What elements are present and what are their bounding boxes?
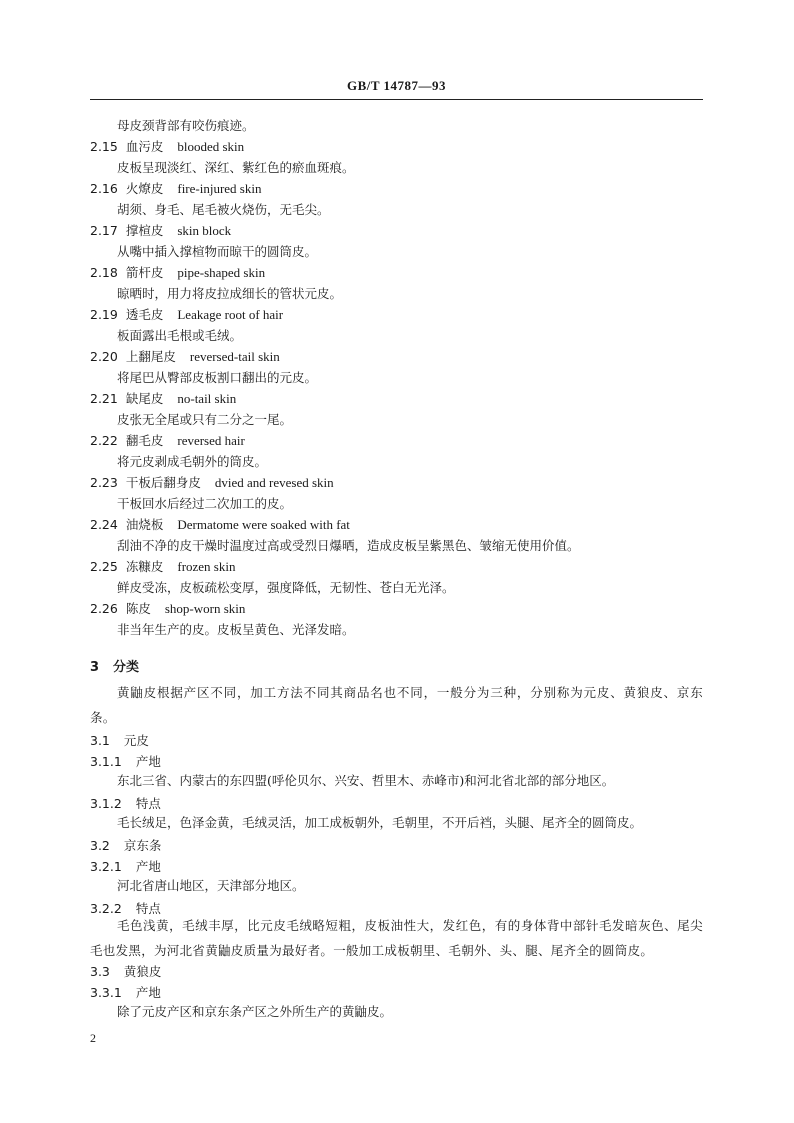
term-heading [90, 307, 283, 323]
term-english: pipe-shaped skin [177, 265, 266, 280]
header-rule [90, 99, 703, 100]
term-heading [90, 139, 244, 155]
term-definition: 鲜皮受冻，皮板疏松变厚，强度降低，无韧性、苍白无光泽。 [117, 580, 455, 595]
section-number: 3.2 [90, 838, 110, 853]
term-chinese: 血污皮 [125, 139, 164, 154]
term-number: 2.19 [90, 307, 118, 322]
section-number: 3.2.2 [90, 901, 122, 916]
term-number: 2.17 [90, 223, 118, 238]
section-number: 3.1.2 [90, 796, 122, 811]
term-english: reversed hair [177, 433, 245, 448]
section-label: 特点 [135, 901, 161, 916]
term-chinese: 干板后翻身皮 [125, 475, 201, 490]
section-3-1-2-text: 毛长绒足，色泽金黄，毛绒灵活，加工成板朝外，毛朝里，不开后裆，头腿、尾齐全的圆筒皮。 [117, 815, 643, 830]
term-chinese: 油烧板 [125, 517, 164, 532]
section-3-2-1-title [90, 857, 161, 875]
section-3-3-1-text: 除了元皮产区和京东条产区之外所生产的黄鼬皮。 [117, 1004, 393, 1019]
term-heading [90, 391, 236, 407]
section-label: 元皮 [123, 733, 149, 748]
term-english: frozen skin [177, 559, 236, 574]
term-heading [90, 223, 231, 239]
term-heading [90, 181, 261, 197]
term-number: 2.18 [90, 265, 118, 280]
term-definition: 将元皮剥成毛朝外的筒皮。 [117, 454, 268, 469]
section-3-intro: 黄鼬皮根据产区不同，加工方法不同其商品名也不同，一般分为三种，分别称为元皮、黄狼皮、京东条。 [90, 685, 703, 725]
section-label: 产地 [135, 859, 161, 874]
term-heading [90, 349, 280, 365]
term-definition: 刮油不净的皮干燥时温度过高或受烈日爆晒，造成皮板呈紫黑色、皱缩无使用价值。 [117, 538, 580, 553]
intro-line: 母皮颈背部有咬伤痕迹。 [117, 118, 255, 133]
term-english: blooded skin [177, 139, 245, 154]
term-definition: 皮板呈现淡红、深红、紫红色的瘀血斑痕。 [117, 160, 355, 175]
term-number: 2.16 [90, 181, 118, 196]
term-number: 2.23 [90, 475, 118, 490]
section-label: 产地 [135, 754, 161, 769]
term-heading [90, 559, 235, 575]
term-definition: 胡须、身毛、尾毛被火烧伤，无毛尖。 [117, 202, 330, 217]
section-label: 京东条 [123, 838, 162, 853]
section-3-1-title [90, 731, 149, 749]
term-definition: 非当年生产的皮。皮板呈黄色、光泽发暗。 [117, 622, 355, 637]
section-number: 3.2.1 [90, 859, 122, 874]
term-english: reversed-tail skin [189, 349, 280, 364]
section-3-2-1-text: 河北省唐山地区，天津部分地区。 [117, 878, 305, 893]
term-chinese: 缺尾皮 [125, 391, 164, 406]
page-number: 2 [90, 1031, 96, 1045]
term-number: 2.26 [90, 601, 118, 616]
term-definition: 将尾巴从臀部皮板割口翻出的元皮。 [117, 370, 318, 385]
section-3-1-1-title [90, 752, 161, 770]
term-definition: 板面露出毛根或毛绒。 [117, 328, 243, 343]
term-english: Dermatome were soaked with fat [177, 517, 350, 532]
term-definition: 晾晒时，用力将皮拉成细长的管状元皮。 [117, 286, 343, 301]
term-heading [90, 433, 245, 449]
term-english: no-tail skin [177, 391, 237, 406]
term-heading [90, 265, 265, 281]
term-number: 2.20 [90, 349, 118, 364]
term-english: skin block [177, 223, 232, 238]
term-chinese: 陈皮 [125, 601, 151, 616]
section-number: 3.1 [90, 733, 110, 748]
term-number: 2.25 [90, 559, 118, 574]
section-label: 黄狼皮 [123, 964, 162, 979]
section-3-2-title [90, 836, 161, 854]
term-chinese: 上翻尾皮 [125, 349, 176, 364]
term-number: 2.15 [90, 139, 118, 154]
term-chinese: 撑楦皮 [125, 223, 164, 238]
term-english: fire-injured skin [177, 181, 262, 196]
section-label: 分类 [113, 660, 140, 675]
term-definition: 干板回水后经过二次加工的皮。 [117, 496, 293, 511]
term-definition: 从嘴中插入撑楦物而晾干的圆筒皮。 [117, 244, 318, 259]
section-3-1-2-title [90, 794, 161, 812]
term-english: shop-worn skin [164, 601, 246, 616]
term-heading [90, 601, 245, 617]
term-english: dvied and revesed skin [214, 475, 334, 490]
section-3-1-1-text: 东北三省、内蒙古的东四盟(呼伦贝尔、兴安、哲里木、赤峰市)和河北省北部的部分地区。 [117, 773, 615, 788]
term-number: 2.21 [90, 391, 118, 406]
term-chinese: 箭杆皮 [125, 265, 164, 280]
term-number: 2.24 [90, 517, 118, 532]
section-3-3-title [90, 962, 161, 980]
section-label: 产地 [135, 985, 161, 1000]
term-chinese: 透毛皮 [125, 307, 164, 322]
document-header: GB/T 14787—93 [346, 78, 447, 93]
term-english: Leakage root of hair [177, 307, 284, 322]
section-3-title [90, 656, 139, 675]
section-number: 3.3 [90, 964, 110, 979]
term-definition: 皮张无全尾或只有二分之一尾。 [117, 412, 293, 427]
term-chinese: 翻毛皮 [125, 433, 164, 448]
section-3-2-2-text: 毛色浅黄，毛绒丰厚，比元皮毛绒略短粗，皮板油性大，发红色，有的身体背中部针毛发暗灰色、尾尖毛也发黑，为河北省黄鼬皮质量为最好者。一般加工成板朝里、毛朝外、头、腿、尾齐全的圆筒皮。 [90, 918, 703, 958]
term-chinese: 火燎皮 [125, 181, 164, 196]
section-label: 特点 [135, 796, 161, 811]
section-3-3-1-title [90, 983, 161, 1001]
term-chinese: 冻糠皮 [125, 559, 164, 574]
term-heading [90, 475, 334, 491]
term-number: 2.22 [90, 433, 118, 448]
section-number: 3.3.1 [90, 985, 122, 1000]
section-number: 3.1.1 [90, 754, 122, 769]
section-number: 3 [90, 660, 100, 675]
term-heading [90, 517, 350, 533]
